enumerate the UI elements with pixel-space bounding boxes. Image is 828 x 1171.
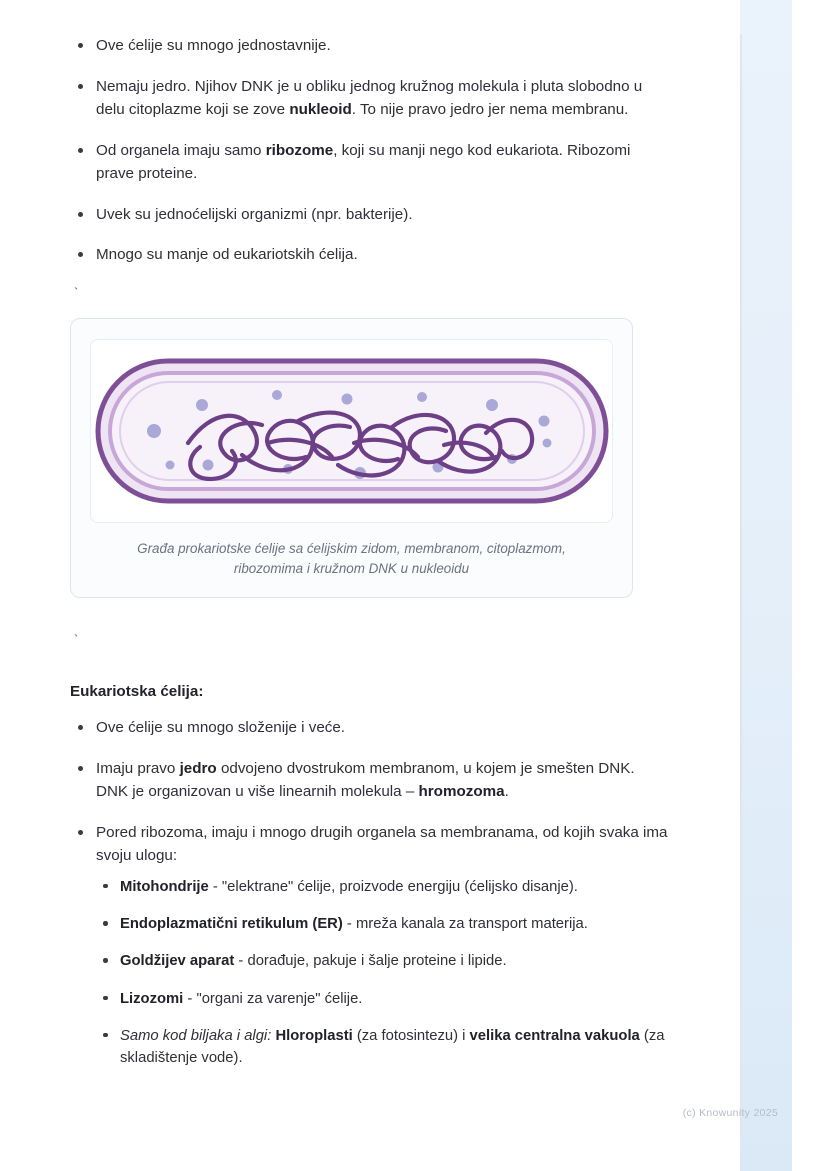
list-item: Imaju pravo jedro odvojeno dvostrukom membranom, u kojem je smešten DNK. DNK je organizovan u više linearnih molekula – hromozoma. — [70, 757, 670, 804]
section-title-eukaryotic-cell: Eukariotska ćelija: — [70, 683, 204, 701]
prokaryotic-cell-diagram-icon — [90, 339, 613, 523]
list-item: Mnogo su manje od eukariotskih ćelija. — [70, 243, 670, 267]
figure-card — [70, 318, 633, 598]
page-right-divider — [740, 34, 742, 1134]
eukaryote-bullet-list — [70, 716, 670, 1069]
organelle-sub-list — [96, 876, 670, 1069]
list-item: Od organela imaju samo ribozome, koji su manji nego kod eukariota. Ribozomi prave proteine. — [70, 139, 670, 186]
list-item: Samo kod biljaka i algi: Hloroplasti (za fotosintezu) i velika centralna vakuola (za skladištenje vode). — [96, 1025, 670, 1069]
page-right-gradient-strip — [740, 0, 792, 1171]
list-item: Endoplazmatični retikulum (ER) - mreža kanala za transport materija. — [96, 913, 670, 935]
list-item: Uvek su jednoćelijski organizmi (npr. bakterije). — [70, 203, 670, 227]
document-content — [70, 34, 670, 1086]
list-item: Nemaju jedro. Njihov DNK je u obliku jednog kružnog molekula i pluta slobodno u delu citoplazme koji se zove nukleoid. To nije pravo jedro jer nema membranu. — [70, 75, 670, 122]
tick-mark-2: ` — [74, 632, 79, 648]
list-item: Mitohondrije - "elektrane" ćelije, proizvode energiju (ćelijsko disanje). — [96, 876, 670, 898]
prokaryote-bullet-list — [70, 34, 670, 267]
list-item: Ove ćelije su mnogo složenije i veće. — [70, 716, 670, 740]
figure-caption: Građa prokariotske ćelije sa ćelijskim zidom, membranom, citoplazmom, ribozomima i kružnom DNK u nukleoidu — [137, 540, 566, 577]
list-item: Ove ćelije su mnogo jednostavnije. — [70, 34, 670, 58]
list-item: Lizozomi - "organi za varenje" ćelije. — [96, 988, 670, 1010]
list-item: Goldžijev aparat - dorađuje, pakuje i šalje proteine i lipide. — [96, 950, 670, 972]
watermark: (c) Knowunity 2025 — [682, 1107, 778, 1119]
tick-mark-1: ` — [74, 284, 79, 300]
list-item: Pored ribozoma, imaju i mnogo drugih organela sa membranama, od kojih svaka ima svoju ulogu: Mitohondrije - "elektrane" ćelije, proizvode energiju (ćelijsko disanje). Endoplazmatični retikulum (ER) - mreža kanala za transport materija. Goldžijev aparat - dorađuje, pakuje i šalje proteine i lipide. Lizozomi - "organi za varenje" ćelije. Samo kod biljaka i algi: Hloroplasti (za fotosintezu) i velika centralna vakuola (za skladištenje vode). — [70, 821, 670, 1069]
